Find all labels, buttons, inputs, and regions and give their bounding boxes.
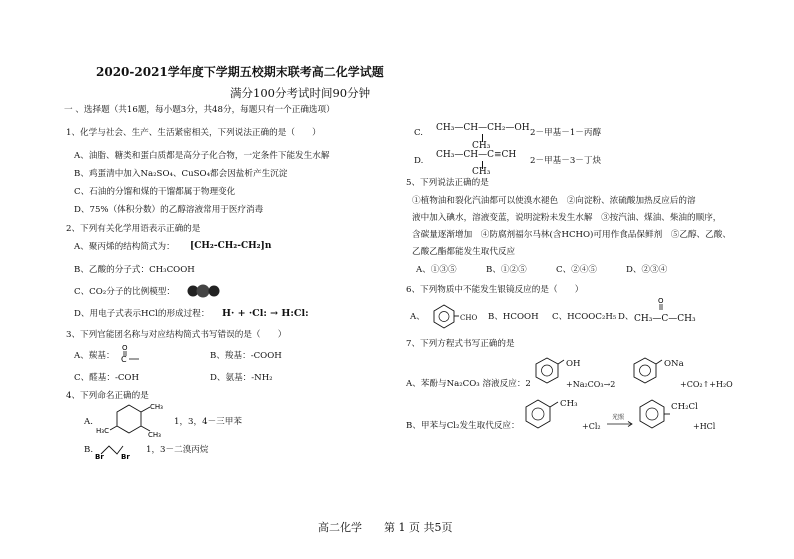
acetone-carbonyl <box>652 296 672 310</box>
q7-stem: 7、下列方程式书写正确的是 <box>406 339 515 349</box>
chloromethyl-label: CH₂Cl <box>671 402 698 412</box>
q6-option-b: B、HCOOH <box>488 312 539 322</box>
q4-option-c-substituent: CH₃ <box>472 141 491 151</box>
reaction-condition: 光照 <box>612 414 625 421</box>
section-heading: 一 、选择题（共16题，每小题3分，共48分，每题只有一个正确选项） <box>64 105 335 115</box>
sodium-phenoxide-structure <box>630 356 666 386</box>
q3-stem: 3、下列官能团名称与对应结构简式书写错误的是（ ） <box>66 330 287 340</box>
q1-option-c: C、石油的分馏和煤的干馏都属于物理变化 <box>74 187 236 197</box>
q2-option-a: A、聚丙烯的结构简式为： <box>74 242 175 252</box>
svg-text:O: O <box>658 297 664 305</box>
q2-stem: 2、下列有关化学用语表示正确的是 <box>66 224 201 234</box>
q5-stem: 5、下列说法正确的是 <box>406 178 489 188</box>
q2-option-d: D、用电子式表示HCl的形成过程： <box>74 309 210 319</box>
q4-option-c-formula: CH₃—CH—CH₂—OH <box>436 123 530 133</box>
aldehyde-group-label: CHO <box>460 314 478 322</box>
polypropylene-formula: [CH₂-CH₂-CH₂]n <box>190 241 272 251</box>
q4-option-d-formula: CH₃—CH—C≡CH <box>436 150 517 160</box>
q5-option-b: B、①②⑤ <box>486 265 527 275</box>
q6-option-d-formula: CH₃—C—CH₃ <box>634 314 696 324</box>
q4-option-c-label: C. <box>414 128 424 138</box>
svg-text:C: C <box>121 355 127 364</box>
methyl-label: CH₃ <box>560 399 578 409</box>
svg-text:Br: Br <box>95 453 104 461</box>
q3-option-c: C、醛基：-COH <box>74 373 139 383</box>
q2-option-b: B、乙酸的分子式：CH₃COOH <box>74 265 195 275</box>
svg-text:O: O <box>122 344 128 352</box>
q4-option-a-name: 1，3，4－三甲苯 <box>174 417 242 427</box>
q7-option-b: B、甲苯与Cl₂发生取代反应： <box>406 421 520 431</box>
svg-text:Br: Br <box>121 453 130 461</box>
q1-option-a: A、油脂、糖类和蛋白质都是高分子化合物，一定条件下能发生水解 <box>74 151 330 161</box>
q2-option-c: C、CO₂分子的比例模型： <box>74 287 175 297</box>
q5-line-3: 含碳量逐渐增加 ④防腐剂福尔马林(含HCHO)可用作食品保鲜剂 ⑤乙醇、乙酸、 <box>412 230 731 240</box>
q6-option-c: C、HCOOC₂H₅ <box>552 312 617 322</box>
trimethylbenzene-structure <box>96 401 166 439</box>
q5-option-c: C、②④⑤ <box>556 265 597 275</box>
phenol-oh-label: OH <box>566 359 581 369</box>
q1-option-b: B、鸡蛋清中加入Na₂SO₄、CuSO₄都会因盐析产生沉淀 <box>74 169 288 179</box>
q5-option-d: D、②③④ <box>626 265 668 275</box>
q4-option-c-name: 2－甲基－1－丙醇 <box>530 128 602 138</box>
q7-b-reagent: +Cl₂ <box>582 422 601 431</box>
svg-text:H₃C: H₃C <box>96 427 109 435</box>
page-number: 第 1 页 共5页 <box>384 521 453 534</box>
q7-option-a: A、苯酚与Na₂CO₃ 溶液反应：2 <box>406 379 531 389</box>
q5-line-4: 乙酸乙酯都能发生取代反应 <box>412 247 516 257</box>
q4-option-b-name: 1，3－二溴丙烷 <box>146 445 209 455</box>
q4-stem: 4、下列命名正确的是 <box>66 391 149 401</box>
reaction-arrow-icon <box>606 420 634 428</box>
hcl-electron-formula: H· + ·Cl: → H:Cl: <box>222 308 309 319</box>
q1-stem: 1、化学与社会、生产、生活紧密相关，下列说法正确的是（ ） <box>66 128 321 138</box>
q4-option-a-label: A. <box>84 417 93 427</box>
q3-option-d: D、氨基：-NH₂ <box>210 373 273 383</box>
q4-option-b-label: B. <box>84 445 94 455</box>
q4-option-d-label: D. <box>414 156 424 166</box>
svg-text:CH₃: CH₃ <box>148 431 161 439</box>
page-title: 2020-2021学年度下学期五校期末联考高二化学试题 <box>96 65 384 79</box>
q3-option-b: B、羧基：-COOH <box>210 351 282 361</box>
q5-line-1: ①植物油和裂化汽油都可以使溴水褪色 ②向淀粉、浓硫酸加热反应后的溶 <box>412 196 696 206</box>
q6-option-d: D、 <box>618 312 634 322</box>
q6-stem: 6、下列物质中不能发生银镜反应的是（ ） <box>406 285 584 295</box>
q7-a-products: +CO₂↑+H₂O <box>680 380 733 389</box>
q4-option-d-substituent: CH₃ <box>472 167 491 177</box>
q4-option-d-name: 2－甲基－3－丁炔 <box>530 156 602 166</box>
q5-option-a: A、①③⑤ <box>416 265 457 275</box>
q7-a-reagent: +Na₂CO₃→2 <box>566 380 616 389</box>
q7-b-products: +HCl <box>693 422 716 431</box>
carbonyl-structure <box>118 343 142 363</box>
ona-label: ONa <box>664 359 684 369</box>
phenol-structure <box>532 356 568 386</box>
svg-text:CH₃: CH₃ <box>150 403 163 411</box>
dibromopropane-structure <box>95 436 131 460</box>
footer-subject: 高二化学 <box>318 521 362 534</box>
q1-option-d: D、75%（体积分数）的乙醇溶液常用于医疗消毒 <box>74 205 264 215</box>
co2-model-icon <box>186 282 222 300</box>
q3-option-a: A、羰基： <box>74 351 115 361</box>
q5-line-2: 液中加入碘水，溶液变蓝，说明淀粉未发生水解 ③按汽油、煤油、柴油的顺序， <box>412 213 722 223</box>
exam-info: 满分100分考试时间90分钟 <box>230 86 371 100</box>
q6-option-a: A、 <box>410 312 425 322</box>
